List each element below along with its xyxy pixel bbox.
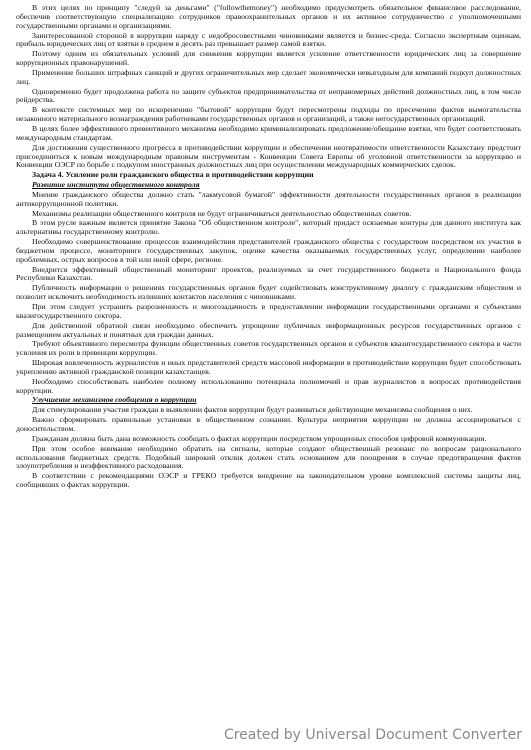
paragraph: При этом следует устранить разрозненность и многозадачность в предоставлении информации государственными органами и субъектами квазигосударственного сектора. xyxy=(16,302,521,320)
paragraph: В соответствии с рекомендациями ОЭСР и ГРЕКО требуется внедрение на законодательном уровне комплексной системы защиты лиц, сообщивших о фактах коррупции. xyxy=(16,471,521,490)
paragraph: Поэтому одним из обязательных условий для снижения коррупции является усиление ответственности юридических лиц за совершение коррупционных правонарушений. xyxy=(16,49,521,68)
section-heading: Задача 4. Усиление роли гражданского общества в противодействии коррупции xyxy=(32,170,314,180)
paragraph: Для стимулирования участия граждан в выявлении фактов коррупции будут развиваться действующие механизмы сообщения о них. xyxy=(32,405,473,415)
document-body xyxy=(16,4,521,491)
paragraph: Необходимо способствовать наиболее полному использованию потенциала полномочий и прав журналистов в вопросах противодействия коррупции. xyxy=(16,376,521,395)
paragraph: Мнение гражданского общества должно стать "лакмусовой бумагой" эффективности деятельности государственных органов в реализации антикоррупционной политики. xyxy=(16,189,521,208)
paragraph: В целях более эффективного превентивного механизма необходимо криминализировать предложение/обещание взятки, что будет соответствовать международным стандартам. xyxy=(16,123,521,142)
paragraph: Для действенной обратной связи необходимо обеспечить упрощение публичных информационных ресурсов государственных органов с размещением актуальных и понятных для граждан данных. xyxy=(16,320,521,339)
paragraph: Необходимо совершенствование процессов взаимодействия представителей гражданского общества с государством посредством их участия в бюджетном процессе, мониторинге государственных закупок, оценке качества оказываемых государственных услуг, определении наиболее проблемных, острых вопросов в той или иной сфере, регионе. xyxy=(16,237,521,264)
paragraph: Применение больших штрафных санкций и других ограничительных мер сделает экономически невыгодным для компаний подкуп должностных лиц. xyxy=(16,67,521,86)
paragraph: При этом особое внимание необходимо обратить на сигналы, которые создают общественный резонанс по вопросам рационального использования бюджетных средств. Подобный широкий отклик должен стать основанием для поощрения в случае предотвращения фактов злоупотребления и неэффективного расходования. xyxy=(16,443,521,471)
paragraph: Механизмы реализации общественного контроля не будут ограничиваться деятельностью общественных советов. xyxy=(32,208,412,218)
paragraph: Заинтересованной стороной в коррупции наряду с недобросовестными чиновниками является и бизнес-среда. Согласно экспертным оценкам, прибыль юридических лиц от взятки в среднем в десять раз превышает размер самой взятки. xyxy=(16,30,521,49)
paragraph: Одновременно будет продолжена работа по защите субъектов предпринимательства от неправомерных действий должностных лиц, в том числе рейдерства. xyxy=(16,86,521,105)
subsection-heading: Развитие института общественного контроля xyxy=(32,180,200,190)
paragraph: В этих целях по принципу "следуй за деньгами" ("followthemoney") необходимо предусмотреть обязательное финансовое расследование, обеспечив соответствующую специализацию сотрудников правоохранительных органов и их активное сотрудничество с уполномоченными государственными органами и организациями. xyxy=(16,3,521,30)
subsection-heading: Улучшение механизмов сообщения о коррупции xyxy=(32,395,197,405)
paragraph: Широкая вовлеченность журналистов и иных представителей средств массовой информации в противодействие коррупции будет способствовать укреплению активной гражданской позиции казахстанцев. xyxy=(16,358,521,376)
paragraph: Требуют объективного пересмотра функции общественных советов государственных органов и субъектов квазигосударственного сектора в части усиления их роли в превенции коррупции. xyxy=(16,339,521,358)
paragraph: Важно сформировать правильные установки в общественном сознании. Культура неприятия коррупции не должна ассоциироваться с доносительством. xyxy=(16,415,521,433)
paragraph: Гражданам должна быть дана возможность сообщать о фактах коррупции посредством упрощенных способов цифровой коммуникации. xyxy=(32,433,487,443)
paragraph: В контексте системных мер по искоренению "бытовой" коррупции будут пересмотрены подходы по пресечению фактов вымогательства незаконного материального вознаграждения работниками государственных органов и организаций, а также негосударственных организаций. xyxy=(16,105,521,124)
paragraph: Для достижения существенного прогресса в противодействии коррупции и обеспечения неотвратимости ответственности Казахстану предстоит присоединиться к новым международным правовым инструментам - Конвенции Совета Европы об уголовной ответственности за коррупцию и Конвенции ОЭСР по борьбе с подкупом иностранных должностных лиц при осуществлении международных коммерческих сделок. xyxy=(16,142,521,170)
paragraph: Внедрится эффективный общественный мониторинг проектов, реализуемых за счет государственного бюджета и Национального фонда Республики Казахстан. xyxy=(16,264,521,283)
watermark: Created by Universal Document Converter xyxy=(221,726,525,744)
paragraph: Публичность информации о решениях государственных органов будет содействовать конструктивному диалогу с гражданским обществом и позволит исключить необходимость излишних контактов населения с чиновниками. xyxy=(16,283,521,302)
paragraph: В этом русле важным является принятие Закона "Об общественном контроле", который придаст осязаемые контуры для данного института как альтернативы государственному контролю. xyxy=(16,218,521,237)
